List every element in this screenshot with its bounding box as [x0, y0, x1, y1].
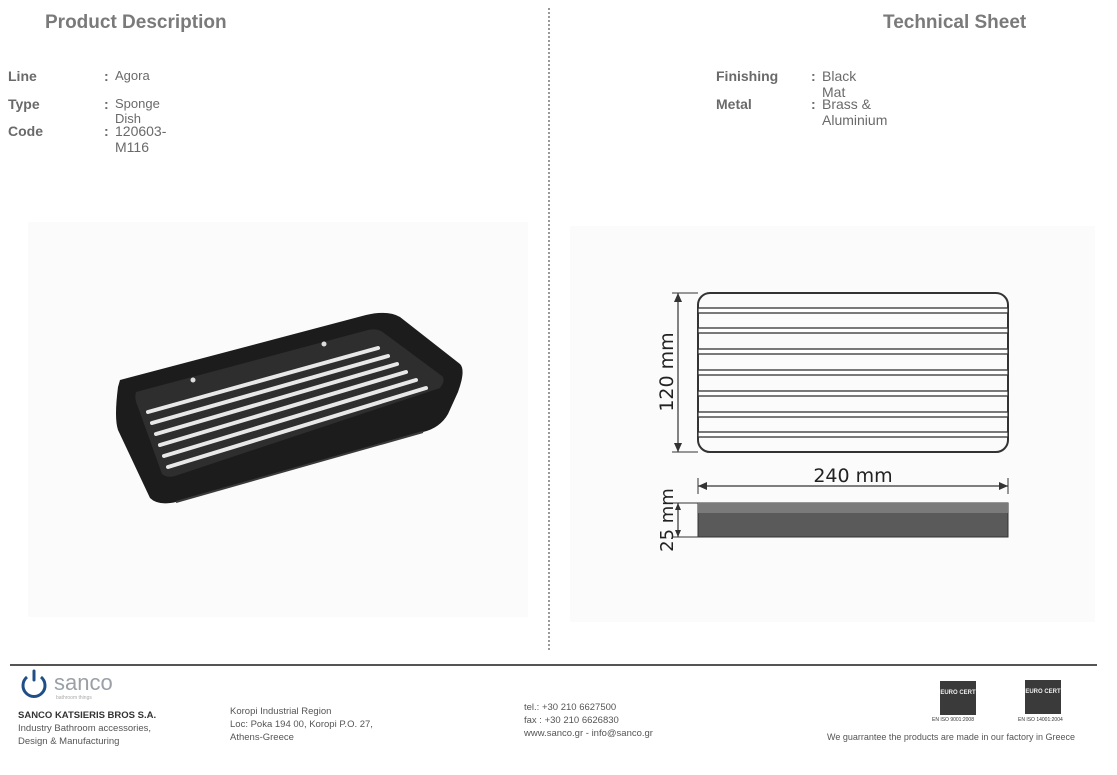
- width-dimension-label: 240 mm: [813, 465, 893, 487]
- logo-wordmark: sanco: [54, 670, 113, 695]
- contact-web[interactable]: www.sanco.gr - info@sanco.gr: [524, 728, 653, 739]
- spec-value: Brass & Aluminium: [822, 96, 888, 128]
- cert-caption-9001: EN ISO 9001:2008: [932, 717, 974, 723]
- address-line1: Koropi Industrial Region: [230, 706, 332, 717]
- company-line1: Industry Bathroom accessories,: [18, 723, 152, 734]
- spec-colon: :: [104, 68, 109, 84]
- eurocert-badge-14001: EURO CERT: [1025, 680, 1061, 714]
- company-name: SANCO KATSIERIS BROS S.A.: [18, 710, 157, 721]
- water-drop-icon: [18, 668, 50, 700]
- spec-key: Code: [8, 123, 43, 139]
- contact-fax: fax : +30 210 6626830: [524, 715, 619, 726]
- spec-colon: :: [811, 68, 816, 84]
- spec-key: Type: [8, 96, 40, 112]
- eurocert-badge-9001: EURO CERT: [940, 681, 976, 715]
- footer-divider: [10, 664, 1097, 666]
- guarantee-text: We guarrantee the products are made in our factory in Greece: [827, 732, 1075, 742]
- spec-key: Line: [8, 68, 37, 84]
- spec-colon: :: [104, 123, 109, 139]
- spec-value: 120603-M116: [115, 123, 167, 155]
- product-description-heading: Product Description: [45, 12, 227, 33]
- height-dimension-label: 120 mm: [656, 332, 678, 412]
- contact-tel: tel.: +30 210 6627500: [524, 702, 617, 713]
- technical-sheet-heading: Technical Sheet: [883, 12, 1027, 33]
- address-block: [230, 705, 373, 744]
- address-line3: Athens-Greece: [230, 732, 294, 743]
- spec-colon: :: [811, 96, 816, 112]
- technical-drawing: [570, 226, 1095, 622]
- spec-value: Black Mat: [822, 68, 857, 100]
- spec-colon: :: [104, 96, 109, 112]
- vertical-divider: [548, 8, 550, 650]
- dimension-drawing: [570, 226, 1095, 622]
- address-line2: Loc: Poka 194 00, Koropi P.O. 27,: [230, 719, 373, 730]
- spec-value: Sponge Dish: [115, 96, 160, 126]
- spec-value: Agora: [115, 68, 150, 83]
- logo-tagline: bathroom things: [56, 695, 92, 701]
- company-line2: Design & Manufacturing: [18, 736, 120, 747]
- company-block: [18, 709, 156, 748]
- product-photo: [28, 222, 528, 617]
- cert-caption-14001: EN ISO 14001:2004: [1018, 717, 1063, 723]
- spec-key: Finishing: [716, 68, 779, 84]
- spec-key: Metal: [716, 96, 752, 112]
- sanco-logo: [18, 668, 138, 704]
- sponge-dish-illustration: [28, 222, 528, 617]
- contact-block: [524, 701, 653, 740]
- depth-dimension-label: 25 mm: [657, 488, 678, 552]
